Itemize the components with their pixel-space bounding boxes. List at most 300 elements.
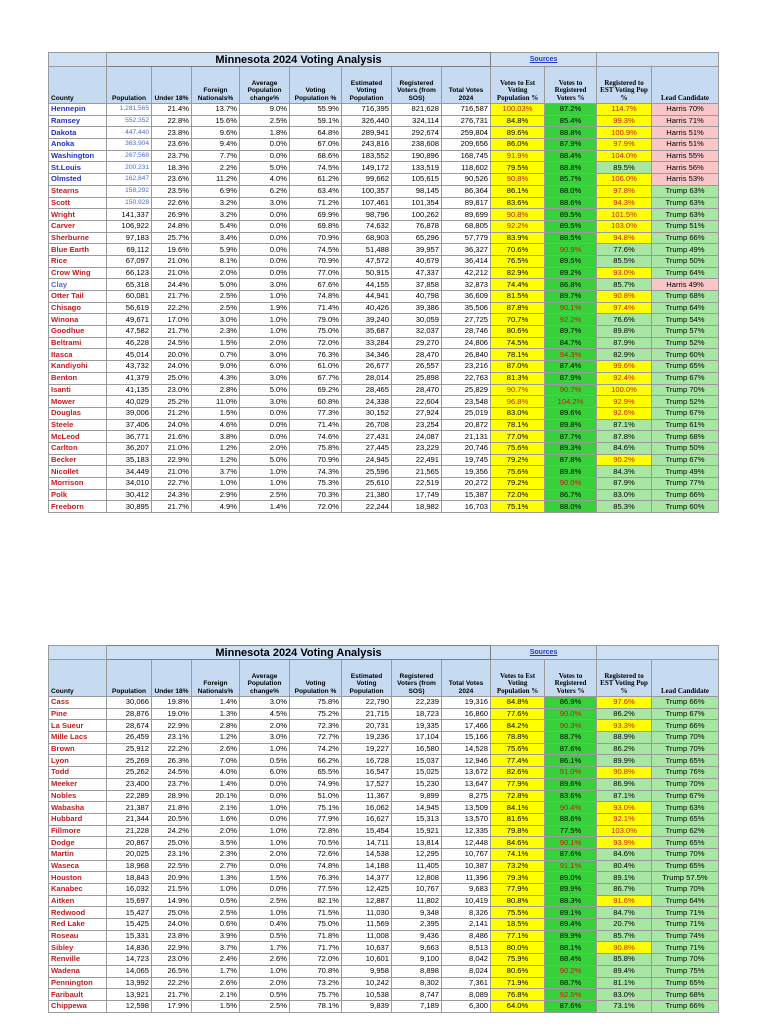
cell-registered-voters: 12,295: [392, 848, 442, 860]
cell-total-votes: 9,683: [442, 884, 491, 896]
cell-county: Sibley: [49, 942, 107, 954]
cell-votes-to-reg: 87.6%: [545, 848, 597, 860]
cell-est-voting-pop: 47,572: [342, 255, 392, 267]
table-row: [49, 895, 719, 907]
cell-registered-voters: 10,767: [392, 884, 442, 896]
table-row: [49, 860, 719, 872]
cell-county: Brown: [49, 743, 107, 755]
cell-lead-candidate: Trump 65%: [652, 837, 719, 849]
cell-votes-to-reg: 90.0%: [545, 708, 597, 720]
cell-votes-to-est: 84.8%: [491, 697, 545, 709]
table-row: [49, 743, 719, 755]
cell-reg-to-est: 114.7%: [597, 104, 652, 116]
cell-voting-pop: 65.5%: [290, 767, 342, 779]
cell-votes-to-reg: 87.7%: [545, 431, 597, 443]
cell-population: 60,081: [107, 291, 152, 303]
cell-voting-pop: 72.0%: [290, 337, 342, 349]
cell-votes-to-reg: 104.2%: [545, 396, 597, 408]
cell-population: 47,582: [107, 326, 152, 338]
cell-lead-candidate: Trump 70%: [652, 384, 719, 396]
cell-population: 25,269: [107, 755, 152, 767]
cell-voting-pop: 77.5%: [290, 884, 342, 896]
cell-registered-voters: 39,386: [392, 302, 442, 314]
cell-under-18: 24.0%: [152, 419, 192, 431]
cell-under-18: 22.2%: [152, 302, 192, 314]
cell-population: 200,231: [107, 162, 152, 174]
cell-pop-change: 2.5%: [240, 895, 290, 907]
cell-reg-to-est: 87.1%: [597, 790, 652, 802]
cell-foreign-nationals: 2.3%: [192, 848, 240, 860]
cell-county: Rice: [49, 255, 107, 267]
cell-voting-pop: 70.9%: [290, 454, 342, 466]
cell-votes-to-reg: 94.3%: [545, 349, 597, 361]
cell-pop-change: 0.0%: [240, 790, 290, 802]
cell-under-18: 23.5%: [152, 185, 192, 197]
cell-county: Nobles: [49, 790, 107, 802]
cell-voting-pop: 74.9%: [290, 778, 342, 790]
cell-reg-to-est: 106.0%: [597, 174, 652, 186]
cell-lead-candidate: Trump 54%: [652, 314, 719, 326]
cell-foreign-nationals: 4.3%: [192, 372, 240, 384]
cell-reg-to-est: 86.2%: [597, 743, 652, 755]
cell-county: Otter Tail: [49, 291, 107, 303]
table-row: [49, 291, 719, 303]
cell-under-18: 23.1%: [152, 732, 192, 744]
cell-county: Pine: [49, 708, 107, 720]
cell-foreign-nationals: 5.4%: [192, 220, 240, 232]
cell-reg-to-est: 104.0%: [597, 150, 652, 162]
cell-lead-candidate: Trump 64%: [652, 895, 719, 907]
cell-voting-pop: 70.9%: [290, 232, 342, 244]
table-row: [49, 1000, 719, 1012]
table-row: [49, 454, 719, 466]
cell-county: Wadena: [49, 965, 107, 977]
cell-foreign-nationals: 2.1%: [192, 989, 240, 1001]
cell-voting-pop: 75.8%: [290, 442, 342, 454]
cell-reg-to-est: 84.6%: [597, 442, 652, 454]
cell-votes-to-reg: 90.1%: [545, 837, 597, 849]
col-header-county: County: [49, 660, 107, 697]
cell-registered-voters: 100,262: [392, 209, 442, 221]
cell-registered-voters: 26,557: [392, 361, 442, 373]
cell-registered-voters: 65,296: [392, 232, 442, 244]
cell-votes-to-est: 81.6%: [491, 813, 545, 825]
table-row: [49, 197, 719, 209]
cell-votes-to-reg: 89.0%: [545, 872, 597, 884]
cell-registered-voters: 76,878: [392, 220, 442, 232]
cell-lead-candidate: Trump 61%: [652, 419, 719, 431]
cell-votes-to-est: 18.5%: [491, 919, 545, 931]
cell-under-18: 21.8%: [152, 802, 192, 814]
cell-est-voting-pop: 17,527: [342, 778, 392, 790]
cell-county: McLeod: [49, 431, 107, 443]
cell-total-votes: 68,805: [442, 220, 491, 232]
cell-foreign-nationals: 7.7%: [192, 150, 240, 162]
cell-foreign-nationals: 20.1%: [192, 790, 240, 802]
cell-voting-pop: 77.9%: [290, 813, 342, 825]
cell-under-18: 22.5%: [152, 860, 192, 872]
cell-foreign-nationals: 4.0%: [192, 767, 240, 779]
table-row: [49, 326, 719, 338]
cell-county: Sherburne: [49, 232, 107, 244]
cell-pop-change: 1.7%: [240, 942, 290, 954]
cell-foreign-nationals: 1.0%: [192, 478, 240, 490]
cell-reg-to-est: 90.8%: [597, 291, 652, 303]
cell-foreign-nationals: 9.6%: [192, 127, 240, 139]
cell-population: 34,010: [107, 478, 152, 490]
cell-county: Carlton: [49, 442, 107, 454]
cell-votes-to-est: 90.8%: [491, 174, 545, 186]
cell-total-votes: 8,042: [442, 954, 491, 966]
cell-foreign-nationals: 6.9%: [192, 185, 240, 197]
cell-lead-candidate: Trump 52%: [652, 396, 719, 408]
cell-registered-voters: 8,747: [392, 989, 442, 1001]
cell-reg-to-est: 87.9%: [597, 337, 652, 349]
cell-votes-to-reg: 85.4%: [545, 115, 597, 127]
cell-pop-change: 5.0%: [240, 454, 290, 466]
cell-county: Houston: [49, 872, 107, 884]
cell-pop-change: 1.0%: [240, 907, 290, 919]
cell-population: 14,723: [107, 954, 152, 966]
cell-county: Chippewa: [49, 1000, 107, 1012]
cell-votes-to-reg: 86.7%: [545, 489, 597, 501]
cell-county: Wright: [49, 209, 107, 221]
cell-population: 30,066: [107, 697, 152, 709]
cell-lead-candidate: Trump 66%: [652, 232, 719, 244]
cell-pop-change: 2.5%: [240, 1000, 290, 1012]
cell-total-votes: 16,860: [442, 708, 491, 720]
cell-voting-pop: 70.8%: [290, 965, 342, 977]
cell-votes-to-est: 79.2%: [491, 454, 545, 466]
cell-registered-voters: 133,519: [392, 162, 442, 174]
cell-lead-candidate: Trump 71%: [652, 907, 719, 919]
cell-population: 21,344: [107, 813, 152, 825]
table-row: [49, 431, 719, 443]
cell-lead-candidate: Trump 62%: [652, 825, 719, 837]
cell-pop-change: 2.6%: [240, 954, 290, 966]
cell-registered-voters: 15,921: [392, 825, 442, 837]
cell-county: Stearns: [49, 185, 107, 197]
cell-population: 30,412: [107, 489, 152, 501]
cell-voting-pop: 61.0%: [290, 361, 342, 373]
cell-pop-change: 0.0%: [240, 232, 290, 244]
cell-est-voting-pop: 68,903: [342, 232, 392, 244]
sources-link-2[interactable]: Sources: [491, 646, 597, 660]
cell-votes-to-est: 74.5%: [491, 337, 545, 349]
cell-voting-pop: 63.4%: [290, 185, 342, 197]
cell-county: Red Lake: [49, 919, 107, 931]
cell-pop-change: 1.0%: [240, 743, 290, 755]
cell-lead-candidate: Harris 53%: [652, 174, 719, 186]
cell-total-votes: 20,746: [442, 442, 491, 454]
col-header-pop-change: Average Population change%: [240, 660, 290, 697]
col-header-population: Population: [107, 67, 152, 104]
cell-votes-to-est: 77.0%: [491, 431, 545, 443]
cell-lead-candidate: Trump 68%: [652, 291, 719, 303]
cell-under-18: 23.0%: [152, 954, 192, 966]
cell-total-votes: 15,387: [442, 489, 491, 501]
cell-votes-to-est: 74.4%: [491, 279, 545, 291]
cell-est-voting-pop: 12,887: [342, 895, 392, 907]
cell-total-votes: 19,745: [442, 454, 491, 466]
cell-votes-to-reg: 88.0%: [545, 185, 597, 197]
cell-total-votes: 11,396: [442, 872, 491, 884]
cell-lead-candidate: Trump 70%: [652, 732, 719, 744]
cell-votes-to-est: 92.2%: [491, 220, 545, 232]
cell-under-18: 20.0%: [152, 349, 192, 361]
cell-under-18: 23.6%: [152, 174, 192, 186]
cell-voting-pop: 77.3%: [290, 407, 342, 419]
cell-population: 13,921: [107, 989, 152, 1001]
cell-votes-to-est: 72.8%: [491, 790, 545, 802]
cell-votes-to-est: 78.1%: [491, 419, 545, 431]
sources-link[interactable]: Sources: [491, 53, 597, 67]
cell-foreign-nationals: 3.7%: [192, 466, 240, 478]
table-row: [49, 209, 719, 221]
cell-registered-voters: 22,239: [392, 697, 442, 709]
table-row: [49, 977, 719, 989]
cell-under-18: 23.0%: [152, 384, 192, 396]
cell-votes-to-reg: 90.1%: [545, 302, 597, 314]
table-row: [49, 174, 719, 186]
table-row: [49, 139, 719, 151]
cell-foreign-nationals: 1.5%: [192, 1000, 240, 1012]
cell-total-votes: 19,356: [442, 466, 491, 478]
cell-lead-candidate: Trump 70%: [652, 743, 719, 755]
table-row: [49, 930, 719, 942]
cell-under-18: 21.0%: [152, 255, 192, 267]
cell-registered-voters: 17,104: [392, 732, 442, 744]
cell-lead-candidate: Trump 68%: [652, 989, 719, 1001]
table-section-1: [48, 52, 718, 513]
cell-lead-candidate: Trump 51%: [652, 220, 719, 232]
cell-voting-pop: 72.8%: [290, 825, 342, 837]
cell-lead-candidate: Trump 49%: [652, 466, 719, 478]
cell-reg-to-est: 87.9%: [597, 478, 652, 490]
col-header-population: Population: [107, 660, 152, 697]
cell-foreign-nationals: 2.6%: [192, 977, 240, 989]
cell-population: 158,292: [107, 185, 152, 197]
cell-lead-candidate: Harris 56%: [652, 162, 719, 174]
cell-county: Beltrami: [49, 337, 107, 349]
cell-est-voting-pop: 11,030: [342, 907, 392, 919]
cell-county: Pennington: [49, 977, 107, 989]
cell-foreign-nationals: 9.0%: [192, 361, 240, 373]
cell-population: 16,032: [107, 884, 152, 896]
cell-reg-to-est: 87.8%: [597, 431, 652, 443]
cell-under-18: 17.0%: [152, 314, 192, 326]
cell-votes-to-est: 80.6%: [491, 326, 545, 338]
cell-votes-to-est: 82.6%: [491, 767, 545, 779]
cell-population: 35,183: [107, 454, 152, 466]
cell-pop-change: 3.0%: [240, 349, 290, 361]
cell-votes-to-est: 90.8%: [491, 209, 545, 221]
col-header-votes-to-reg: Votes to Registered Voters %: [545, 660, 597, 697]
cell-lead-candidate: Trump 70%: [652, 848, 719, 860]
cell-total-votes: 25,019: [442, 407, 491, 419]
cell-total-votes: 8,024: [442, 965, 491, 977]
cell-population: 45,014: [107, 349, 152, 361]
cell-votes-to-reg: 88.5%: [545, 232, 597, 244]
cell-county: Blue Earth: [49, 244, 107, 256]
table-row: [49, 314, 719, 326]
cell-pop-change: 2.0%: [240, 848, 290, 860]
table-row: [49, 954, 719, 966]
cell-registered-voters: 21,565: [392, 466, 442, 478]
cell-registered-voters: 14,945: [392, 802, 442, 814]
cell-county: Faribault: [49, 989, 107, 1001]
cell-votes-to-est: 77.6%: [491, 708, 545, 720]
cell-votes-to-reg: 92.5%: [545, 989, 597, 1001]
cell-pop-change: 0.0%: [240, 884, 290, 896]
cell-registered-voters: 24,087: [392, 431, 442, 443]
cell-est-voting-pop: 289,941: [342, 127, 392, 139]
cell-pop-change: 5.0%: [240, 162, 290, 174]
cell-population: 363,904: [107, 139, 152, 151]
cell-total-votes: 8,513: [442, 942, 491, 954]
col-header-under-18: Under 18%: [152, 67, 192, 104]
cell-county: Morrison: [49, 478, 107, 490]
table-row: [49, 466, 719, 478]
cell-voting-pop: 69.8%: [290, 220, 342, 232]
col-header-pop-change: Average Population change%: [240, 67, 290, 104]
cell-population: 141,337: [107, 209, 152, 221]
cell-reg-to-est: 92.4%: [597, 372, 652, 384]
cell-county: Winona: [49, 314, 107, 326]
cell-lead-candidate: Trump 65%: [652, 361, 719, 373]
table-row: [49, 732, 719, 744]
cell-pop-change: 0.0%: [240, 255, 290, 267]
cell-reg-to-est: 87.1%: [597, 419, 652, 431]
cell-foreign-nationals: 0.5%: [192, 895, 240, 907]
cell-reg-to-est: 89.1%: [597, 872, 652, 884]
cell-foreign-nationals: 3.8%: [192, 431, 240, 443]
cell-est-voting-pop: 14,538: [342, 848, 392, 860]
table-row: [49, 162, 719, 174]
cell-foreign-nationals: 1.5%: [192, 407, 240, 419]
cell-votes-to-est: 87.8%: [491, 302, 545, 314]
cell-votes-to-est: 84.2%: [491, 720, 545, 732]
cell-registered-voters: 30,059: [392, 314, 442, 326]
cell-est-voting-pop: 183,552: [342, 150, 392, 162]
cell-est-voting-pop: 326,440: [342, 115, 392, 127]
cell-votes-to-est: 79.8%: [491, 825, 545, 837]
cell-pop-change: 1.0%: [240, 802, 290, 814]
cell-pop-change: 0.0%: [240, 778, 290, 790]
table-row: [49, 372, 719, 384]
cell-foreign-nationals: 3.0%: [192, 314, 240, 326]
cell-county: Redwood: [49, 907, 107, 919]
cell-foreign-nationals: 1.3%: [192, 708, 240, 720]
cell-est-voting-pop: 50,915: [342, 267, 392, 279]
cell-pop-change: 1.0%: [240, 291, 290, 303]
cell-registered-voters: 11,405: [392, 860, 442, 872]
cell-registered-voters: 28,470: [392, 349, 442, 361]
cell-foreign-nationals: 1.0%: [192, 884, 240, 896]
cell-lead-candidate: Trump 70%: [652, 954, 719, 966]
cell-foreign-nationals: 3.2%: [192, 209, 240, 221]
col-header-votes-to-reg: Votes to Registered Voters %: [545, 67, 597, 104]
cell-foreign-nationals: 1.6%: [192, 813, 240, 825]
cell-voting-pop: 82.1%: [290, 895, 342, 907]
cell-county: Mower: [49, 396, 107, 408]
cell-est-voting-pop: 24,945: [342, 454, 392, 466]
cell-population: 34,449: [107, 466, 152, 478]
cell-est-voting-pop: 27,445: [342, 442, 392, 454]
cell-under-18: 25.0%: [152, 372, 192, 384]
cell-total-votes: 15,166: [442, 732, 491, 744]
cell-voting-pop: 74.2%: [290, 743, 342, 755]
cell-votes-to-reg: 88.8%: [545, 162, 597, 174]
cell-under-18: 25.0%: [152, 837, 192, 849]
cell-population: 49,671: [107, 314, 152, 326]
cell-lead-candidate: Trump 74%: [652, 930, 719, 942]
table-row: [49, 884, 719, 896]
cell-pop-change: 3.0%: [240, 732, 290, 744]
cell-total-votes: 17,466: [442, 720, 491, 732]
cell-population: 18,843: [107, 872, 152, 884]
cell-votes-to-est: 86.1%: [491, 185, 545, 197]
cell-registered-voters: 190,896: [392, 150, 442, 162]
cell-under-18: 23.6%: [152, 139, 192, 151]
cell-reg-to-est: 99.6%: [597, 361, 652, 373]
cell-lead-candidate: Harris 55%: [652, 150, 719, 162]
cell-population: 447,440: [107, 127, 152, 139]
cell-lead-candidate: Trump 68%: [652, 431, 719, 443]
cell-voting-pop: 69.2%: [290, 384, 342, 396]
header-row-2: [49, 660, 719, 697]
cell-county: Goodhue: [49, 326, 107, 338]
cell-est-voting-pop: 44,155: [342, 279, 392, 291]
cell-reg-to-est: 80.4%: [597, 860, 652, 872]
cell-voting-pop: 61.2%: [290, 174, 342, 186]
cell-population: 65,318: [107, 279, 152, 291]
col-header-registered-voters: Registered Voters (from SOS): [392, 660, 442, 697]
cell-total-votes: 26,840: [442, 349, 491, 361]
cell-total-votes: 13,570: [442, 813, 491, 825]
table-row: [49, 501, 719, 513]
cell-voting-pop: 71.4%: [290, 419, 342, 431]
cell-foreign-nationals: 8.1%: [192, 255, 240, 267]
cell-total-votes: 90,526: [442, 174, 491, 186]
cell-votes-to-reg: 88.1%: [545, 942, 597, 954]
col-header-est-voting-pop: Estimated Voting Population: [342, 660, 392, 697]
cell-total-votes: 276,731: [442, 115, 491, 127]
cell-total-votes: 8,326: [442, 907, 491, 919]
cell-under-18: 24.5%: [152, 337, 192, 349]
cell-reg-to-est: 88.9%: [597, 732, 652, 744]
cell-foreign-nationals: 1.2%: [192, 454, 240, 466]
cell-total-votes: 14,528: [442, 743, 491, 755]
cell-under-18: 21.2%: [152, 407, 192, 419]
table-section-2: [48, 645, 718, 1013]
cell-county: Ramsey: [49, 115, 107, 127]
cell-pop-change: 0.5%: [240, 930, 290, 942]
header-row: [49, 67, 719, 104]
cell-foreign-nationals: 1.4%: [192, 778, 240, 790]
cell-under-18: 20.5%: [152, 813, 192, 825]
cell-lead-candidate: Trump 66%: [652, 720, 719, 732]
cell-registered-voters: 40,679: [392, 255, 442, 267]
cell-pop-change: 2.5%: [240, 115, 290, 127]
cell-voting-pop: 68.6%: [290, 150, 342, 162]
cell-foreign-nationals: 1.7%: [192, 965, 240, 977]
cell-reg-to-est: 97.9%: [597, 139, 652, 151]
cell-est-voting-pop: 11,569: [342, 919, 392, 931]
cell-population: 12,598: [107, 1000, 152, 1012]
cell-reg-to-est: 73.1%: [597, 1000, 652, 1012]
cell-reg-to-est: 89.8%: [597, 326, 652, 338]
